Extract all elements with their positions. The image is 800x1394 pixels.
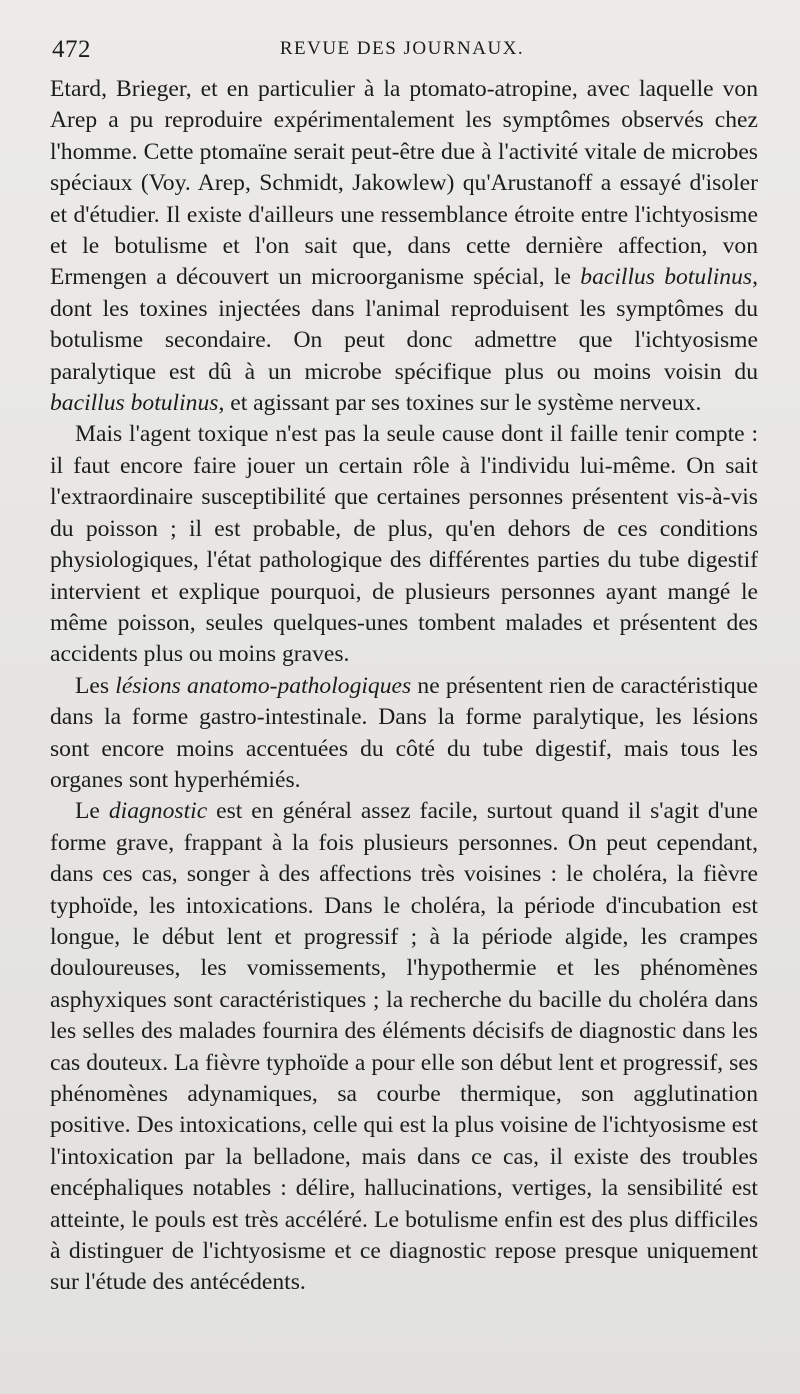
text-span: Les <box>75 672 116 699</box>
paragraph-lesions <box>50 671 758 797</box>
italic-term: diagnostic <box>108 798 208 825</box>
text-span: Le <box>75 798 109 825</box>
text-span: , dont les toxines injectées dans l'animal reproduisent les symptômes du botulisme secondaire. On peut donc admettre que l'ichtyosisme paralytique est dû à un microbe spécifique plus ou moins voisin du <box>50 264 758 385</box>
italic-term: lésions anatomo-pathologiques <box>115 672 412 699</box>
text-span: ne présentent rien de caractéristique dans la forme gastro-intestinale. Dans la forme paralytique, les lésions sont encore moins accentuées du côté du tube digestif, mais tous les organes sont hyperhémiés. <box>50 672 758 793</box>
paragraph-diagnostic <box>50 796 758 1299</box>
italic-term: bacillus botulinus <box>50 390 219 417</box>
article-body <box>50 74 758 1299</box>
running-header <box>52 34 752 66</box>
text-span: , et agissant par ses toxines sur le système nerveux. <box>218 390 702 417</box>
text-span: est en général assez facile, surtout quand il s'agit d'une forme grave, frappant à la fois plusieurs personnes. On peut cependant, dans ces cas, songer à des affections très voisines : le choléra, la fièvre typhoïde, les intoxications. Dans le choléra, la période d'incubation est longue, le début lent et progressif ; à la période algide, les crampes douloureuses, les vomissements, l'hypothermie et les phénomènes asphyxiques sont caractéristiques ; la recherche du bacille du choléra dans les selles des malades fournira des éléments décisifs de diagnostic dans les cas douteux. La fièvre typhoïde a pour elle son début lent et progressif, ses phénomènes adynamiques, sa courbe thermique, son agglutination positive. Des intoxications, celle qui est la plus voisine de l'ichtyosisme est l'intoxication par la belladone, mais dans ce cas, il existe des troubles encéphaliques notables : délire, hallucinations, vertiges, la sensibilité est atteinte, le pouls est très accéléré. Le botulisme enfin est des plus difficiles à distinguer de l'ichtyosisme et ce diagnostic repose presque uniquement sur l'étude des antécédents. <box>50 798 758 1296</box>
text-span: Etard, Brieger, et en particulier à la ptomato-atropine, avec laquelle von Arep a pu reproduire expérimentalement les symptômes observés chez l'homme. Cette ptomaïne serait peut-être due à l'activité vitale de microbes spéciaux (Voy. Arep, Schmidt, Jakowlew) qu'Arustanoff a essayé d'isoler et d'étudier. Il existe d'ailleurs une ressemblance étroite entre l'ichtyosisme et le botulisme et l'on sait que, dans cette dernière affection, von Ermengen a découvert un microorganisme spécial, le <box>50 76 758 291</box>
text-span: Mais l'agent toxique n'est pas la seule cause dont il faille tenir compte : il faut encore faire jouer un certain rôle à l'individu lui-même. On sait l'extraordinaire susceptibilité que certaines personnes présentent vis-à-vis du poisson ; il est probable, de plus, qu'en dehors de ces conditions physiologiques, l'état pathologique des différentes parties du tube digestif intervient et explique pourquoi, de plusieurs personnes ayant mangé le même poisson, seules quelques-unes tombent malades et présentent des accidents plus ou moins graves. <box>50 421 758 668</box>
italic-term: bacillus botulinus <box>580 264 753 291</box>
paragraph-toxins <box>50 74 758 419</box>
journal-title: REVUE DES JOURNAUX. <box>279 38 525 59</box>
paragraph-individual <box>50 419 758 670</box>
page-number: 472 <box>52 36 91 63</box>
